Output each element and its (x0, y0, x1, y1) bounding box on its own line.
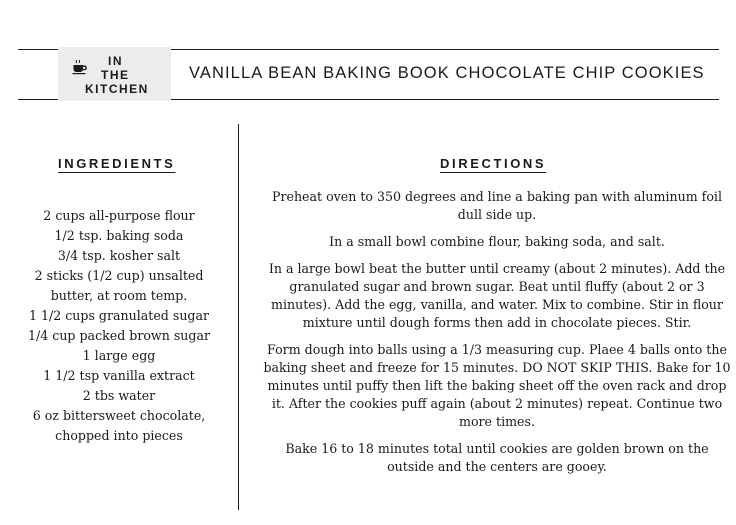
ingredient-item: 1 1/2 tsp vanilla extract (43, 368, 195, 383)
direction-step: In a large bowl beat the butter until creamy (about 2 minutes). Add the granulated sugar and brown sugar. Beat until fluffy (about 2 or 3 minutes). Add the egg, vanilla, and water. Mix to combine. Stir in flour mixture until dough forms then add in chocolate pieces. Stir. (268, 261, 726, 330)
ingredient-item: 6 oz bittersweet chocolate, chopped into pieces (32, 408, 206, 443)
ingredients-heading: INGREDIENTS (58, 156, 176, 171)
ingredient-item: 1/4 cup packed brown sugar (28, 328, 210, 343)
ingredients-list (18, 206, 220, 446)
direction-step: Form dough into balls using a 1/3 measuring cup. Plaee 4 balls onto the baking sheet and freeze for 15 minutes. DO NOT SKIP THIS. Bake for 10 minutes until puffy then lift the baking sheet off the oven rack and drop it. After the cookies puff again (about 2 minutes) repeat. Continue two more times. (263, 342, 731, 429)
badge-word-kitchen: KITCHEN (85, 82, 149, 96)
ingredient-item: 2 sticks (1/2 cup) unsalted butter, at room temp. (34, 268, 204, 303)
coffee-cup-icon (72, 59, 88, 75)
directions-list (262, 188, 732, 485)
ingredient-item: 1/2 tsp. baking soda (54, 228, 184, 243)
badge-word-in: IN (108, 54, 123, 68)
direction-step: Bake 16 to 18 minutes total until cookies are golden brown on the outside and the centers are gooey. (285, 441, 709, 474)
direction-step: Preheat oven to 350 degrees and line a baking pan with aluminum foil dull side up. (272, 189, 722, 222)
in-the-kitchen-badge (58, 47, 171, 101)
directions-heading: DIRECTIONS (440, 156, 547, 171)
ingredient-item: 1 1/2 cups granulated sugar (28, 308, 210, 323)
column-divider (238, 124, 239, 510)
ingredient-item: 2 tbs water (82, 388, 156, 403)
ingredient-item: 1 large egg (82, 348, 156, 363)
recipe-title: VANILLA BEAN BAKING BOOK CHOCOLATE CHIP COOKIES (189, 64, 705, 82)
direction-step: In a small bowl combine flour, baking soda, and salt. (329, 234, 665, 249)
ingredient-item: 3/4 tsp. kosher salt (57, 248, 181, 263)
badge-word-the: THE (101, 68, 130, 82)
ingredient-item: 2 cups all-purpose flour (43, 208, 195, 223)
